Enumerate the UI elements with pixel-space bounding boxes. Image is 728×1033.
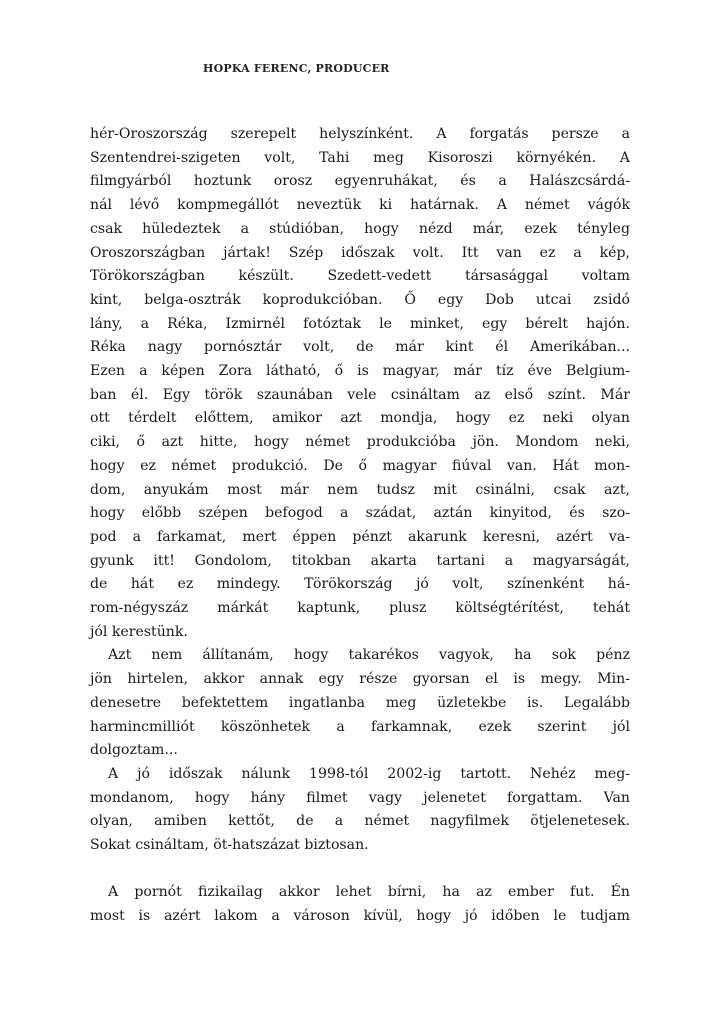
text-line: jól kerestünk. [90,623,188,640]
text-line: hogy ez német produkció. De ő magyar fiúval van. Hát mon- [90,457,630,474]
text-line: ciki, ő azt hitte, hogy német produkcióba jön. Mondom neki, [90,434,630,451]
text-line: kint, belga-osztrák koprodukcióban. Ő egy Dob utcai zsidó [90,291,630,308]
text-line: jön hirtelen, akkor annak egy része gyorsan el is megy. Min- [90,671,630,688]
running-head: HOPKA FERENC, PRODUCER [203,62,390,75]
text-line: Sokat csináltam, öt-hatszázat biztosan. [90,837,369,854]
text-line: gyunk itt! Gondolom, titokban akarta tartani a magyarságát, [90,552,630,569]
text-line: pod a farkamat, mert éppen pénzt akarunk keresni, azért va- [90,528,630,545]
text-line: rom-négyszáz márkát kaptunk, plusz költségtérítést, tehát [90,600,630,617]
text-line: hogy előbb szépen befogod a szádat, aztán kinyitod, és szo- [90,505,630,522]
text-line: mondanom, hogy hány filmet vagy jelenetet forgattam. Van [90,789,630,806]
text-line: Oroszországban jártak! Szép időszak volt. Itt van ez a kép, [90,244,630,261]
text-line: nál lévő kompmegállót neveztük ki határnak. A német vágók [90,197,630,214]
paragraph [90,881,630,928]
text-line: harmincmilliót köszönhetek a farkamnak, ezek szerint jól [90,718,630,735]
text-line: lány, a Réka, Izmirnél fotóztak le minket, egy bérelt hajón. [90,315,630,332]
text-line: A pornót fizikailag akkor lehet bírni, ha az ember fut. Én [108,884,630,901]
text-line: filmgyárból hoztunk orosz egyenruhákat, és a Halászcsárdá- [90,173,630,190]
text-line: Törökországban készült. Szedett-vedett társasággal voltam [90,268,630,285]
body-text [90,123,630,929]
text-line: A jó időszak nálunk 1998-tól 2002-ig tartott. Nehéz meg- [108,765,630,782]
text-line: dolgoztam... [90,742,178,759]
text-line: hér-Oroszország szerepelt helyszínként. A forgatás persze a [90,126,630,142]
text-line: Réka nagy pornósztár volt, de már kint él Amerikában... [90,339,630,356]
text-line: denesetre befektettem ingatlanba meg üzletekbe is. Legalább [90,694,630,711]
paragraph-gap [90,858,630,882]
text-line: ott térdelt előttem, amikor azt mondja, hogy ez neki olyan [90,410,630,427]
text-line: Ezen a képen Zora látható, ő is magyar, már tíz éve Belgium- [90,363,630,380]
paragraph [90,123,630,644]
paragraph [90,644,630,763]
text-line: Szentendrei-szigeten volt, Tahi meg Kisoroszi környékén. A [90,149,630,166]
text-line: dom, anyukám most már nem tudsz mit csinálni, csak azt, [90,481,630,498]
text-line: ban él. Egy török szaunában vele csináltam az első színt. Már [90,386,630,403]
text-line: most is azért lakom a városon kívül, hogy jó időben le tudjam [90,908,630,925]
text-line: csak hüledeztek a stúdióban, hogy nézd már, ezek tényleg [90,220,630,237]
text-line: de hát ez mindegy. Törökország jó volt, színenként há- [90,576,630,593]
text-line: olyan, amiben kettőt, de a német nagyfilmek ötjelenetesek. [90,813,630,830]
paragraph [90,763,630,858]
text-line: Azt nem állítanám, hogy takarékos vagyok, ha sok pénz [108,647,630,664]
